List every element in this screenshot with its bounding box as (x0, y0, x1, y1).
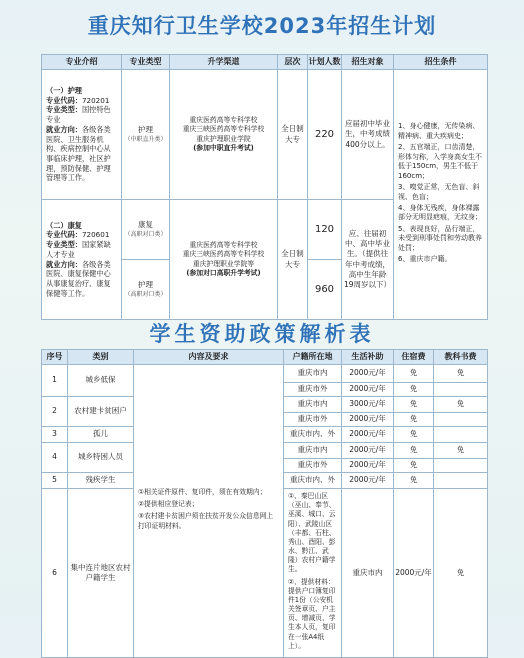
row-books (434, 383, 488, 397)
channel-line: 重庆三峡医药高等专科学校 (182, 125, 265, 134)
row-location: 重庆市外 (284, 413, 342, 427)
rehab-target: 应、往届初中、高中毕业生。（提供往年中考成绩，高中生年龄19周岁以下） (342, 200, 394, 320)
row-dorm: 免 (434, 489, 488, 658)
dir-label: 就业方向： (46, 259, 82, 269)
row-location: 重庆市外 (284, 459, 342, 473)
plan-title: 重庆知行卫生学校2023年招生计划 (87, 14, 437, 38)
nursing2-major (122, 260, 170, 320)
row-subsidy: 2000元/年 (342, 443, 394, 459)
requirement-item: ①、秦巴山区（巫山、奉节、巫溪、城口、云阳）、武陵山区（丰都、石柱、秀山、酉阳、彭水、黔江、武隆）农村户籍学生。 (288, 492, 336, 574)
row-books: 免 (434, 397, 488, 413)
channel-exam: (参加中职直升考试) (193, 143, 254, 152)
nursing-channel (170, 70, 278, 200)
type-label: 专业类型： (46, 105, 82, 115)
row-subsidy: 2000元/年 (342, 383, 394, 397)
nursing-target: 应届初中毕业生，中考成绩400分以上。 (342, 70, 394, 200)
header-intro: 专业介绍 (42, 55, 122, 70)
nursing-direction: 各级各类医院、卫生服务机构、疾病控制中心从事临床护理，社区护理，预防保健、护理管理等工作。 (46, 124, 111, 183)
header-level: 层次 (278, 55, 308, 70)
rehab-level: 全日制大专 (278, 200, 308, 320)
aid-header-books: 教科书费 (434, 350, 488, 365)
row-location: 重庆市外 (284, 383, 342, 397)
row-no: 5 (42, 473, 68, 489)
row-subsidy: 2000元/年 (394, 489, 434, 658)
row-dorm: 免 (394, 459, 434, 473)
header-count: 计划人数 (308, 55, 342, 70)
rehab-code: 720601 (81, 230, 110, 240)
conditions-cell (394, 70, 488, 320)
row-location: 重庆市内 (284, 443, 342, 459)
header-channel: 升学渠道 (170, 55, 278, 70)
row-dorm: 免 (394, 427, 434, 443)
code-label: 专业代码： (46, 230, 82, 240)
row-books: 免 (434, 443, 488, 459)
condition-item: 4、身体无残疾，身体裸露部分无明显疤痕，无纹身； (398, 203, 482, 222)
rehab-count: 120 (308, 200, 342, 260)
condition-item: 6、重庆市户籍。 (398, 255, 452, 264)
rehab-name: （二）康复 (46, 220, 82, 230)
row-subsidy: 3000元/年 (342, 397, 394, 413)
condition-item: 1、身心健康，无传染病、精神病、重大疾病史； (398, 122, 480, 140)
channel-line: 重庆医药高等专科学校 (189, 241, 258, 250)
channel-exam: (参加对口高职升学考试) (186, 268, 261, 277)
row-category: 城乡特困人员 (68, 443, 134, 473)
row-category: 残疾学生 (68, 473, 134, 489)
condition-item: 3、嗅觉正常，无色盲、斜视、色盲； (398, 183, 480, 201)
type-label: 专业类型： (46, 240, 82, 250)
row-books (434, 413, 488, 427)
row-location: 重庆市内 (284, 365, 342, 383)
aid-title: 学生资助政策解析表 (149, 322, 375, 346)
requirements-cell (134, 365, 284, 658)
row-books (434, 427, 488, 443)
dir-label: 就业方向： (46, 124, 82, 134)
nursing-level: 全日制大专 (278, 70, 308, 200)
aid-policy-table (41, 349, 488, 658)
condition-item: 2、五官端正，口齿清楚，形体匀称，入学身高女生不低于150cm，男生不低于160cm； (398, 143, 482, 180)
row-no: 6 (42, 489, 68, 658)
requirement-item: ①相关证件原件、复印件，须在有效期内； (138, 488, 267, 497)
row-category: 城乡低保 (68, 365, 134, 397)
rehab-major-sub: （高职对口类） (124, 230, 167, 238)
row-subsidy: 2000元/年 (342, 459, 394, 473)
row-dorm: 免 (394, 443, 434, 459)
nursing2-count: 960 (308, 260, 342, 320)
row-dorm: 免 (394, 383, 434, 397)
rehab-major (122, 200, 170, 260)
row-location: 重庆市内 (342, 489, 394, 658)
channel-line: 重庆护理职业学院 (196, 134, 251, 143)
row-category: 集中连片地区农村户籍学生 (68, 489, 134, 658)
nursing-intro (42, 70, 122, 200)
aid-header-requirements: 内容及要求 (134, 350, 284, 365)
row-books (434, 459, 488, 473)
code-label: 专业代码： (46, 95, 82, 105)
row-subsidy: 2000元/年 (342, 413, 394, 427)
rehab-channel (170, 200, 278, 320)
aid-header-no: 序号 (42, 350, 68, 365)
row-subsidy: 2000元/年 (342, 473, 394, 489)
requirement-item: ③农村建卡贫困户须在扶贫开发公众信息网上打印证明材料。 (138, 512, 274, 530)
row-books: 免 (434, 365, 488, 383)
nursing-code: 720201 (81, 95, 110, 105)
aid-header-dorm: 住宿费 (394, 350, 434, 365)
nursing-major-sub: （中职直升类） (124, 135, 167, 143)
channel-line: 重庆护理职业学院等 (192, 259, 255, 268)
condition-item: 5、表现良好，品行端正，未受到刑事处罚和劳动教养处罚； (398, 224, 482, 252)
row-dorm: 免 (394, 397, 434, 413)
requirement-item: ②、提供材料：提供户口簿复印件1份（公安机关签章页、户主页、增减页、学生本人页，复印在一张A4纸上）。 (288, 577, 336, 650)
aid-header-location: 户籍所在地 (284, 350, 342, 365)
row-category: 农村建卡贫困户 (68, 397, 134, 427)
row-location: 重庆市内 (284, 397, 342, 413)
row-location: 重庆市内、外 (284, 473, 342, 489)
channel-line: 重庆医药高等专科学校 (189, 116, 258, 125)
row-category: 孤儿 (68, 427, 134, 443)
rehab-type: 国家紧缺人才专业 (46, 240, 111, 259)
row-dorm: 免 (394, 473, 434, 489)
aid-header-category: 类别 (68, 350, 134, 365)
header-conditions: 招生条件 (394, 55, 488, 70)
nursing2-major-sub: （高职对口类） (124, 290, 167, 298)
nursing2-major-name: 护理 (138, 280, 153, 290)
rehab-direction: 各级各类医院、康复保健中心从事康复治疗、康复保健等工作。 (46, 259, 111, 298)
table-row (42, 365, 488, 383)
row-no: 2 (42, 397, 68, 427)
channel-line: 重庆三峡医药高等专科学校 (182, 250, 265, 259)
row-no: 3 (42, 427, 68, 443)
header-major-type: 专业类型 (122, 55, 170, 70)
row-subsidy: 2000元/年 (342, 427, 394, 443)
row-subsidy: 2000元/年 (342, 365, 394, 383)
row-no: 1 (42, 365, 68, 397)
row-no: 4 (42, 443, 68, 473)
rehab-major-name: 康复 (138, 220, 153, 230)
nursing-row (42, 70, 488, 200)
aid-header-subsidy: 生活补助 (342, 350, 394, 365)
plan-header-row (42, 55, 488, 70)
aid-header-row (42, 350, 488, 365)
row-books (434, 473, 488, 489)
enrollment-plan-table (41, 54, 488, 320)
header-target: 招生对象 (342, 55, 394, 70)
row-location: 重庆市内、外 (284, 427, 342, 443)
nursing-name: （一）护理 (46, 85, 82, 95)
rehab-intro (42, 200, 122, 320)
nursing-major-name: 护理 (138, 125, 153, 135)
requirement-item: ②提供相应登记表； (138, 500, 199, 509)
nursing-count: 220 (308, 70, 342, 200)
nursing-major (122, 70, 170, 200)
row6-requirements (284, 489, 342, 658)
row-dorm: 免 (394, 413, 434, 427)
row-dorm: 免 (394, 365, 434, 383)
nursing-type: 国控特色专业 (46, 105, 111, 125)
